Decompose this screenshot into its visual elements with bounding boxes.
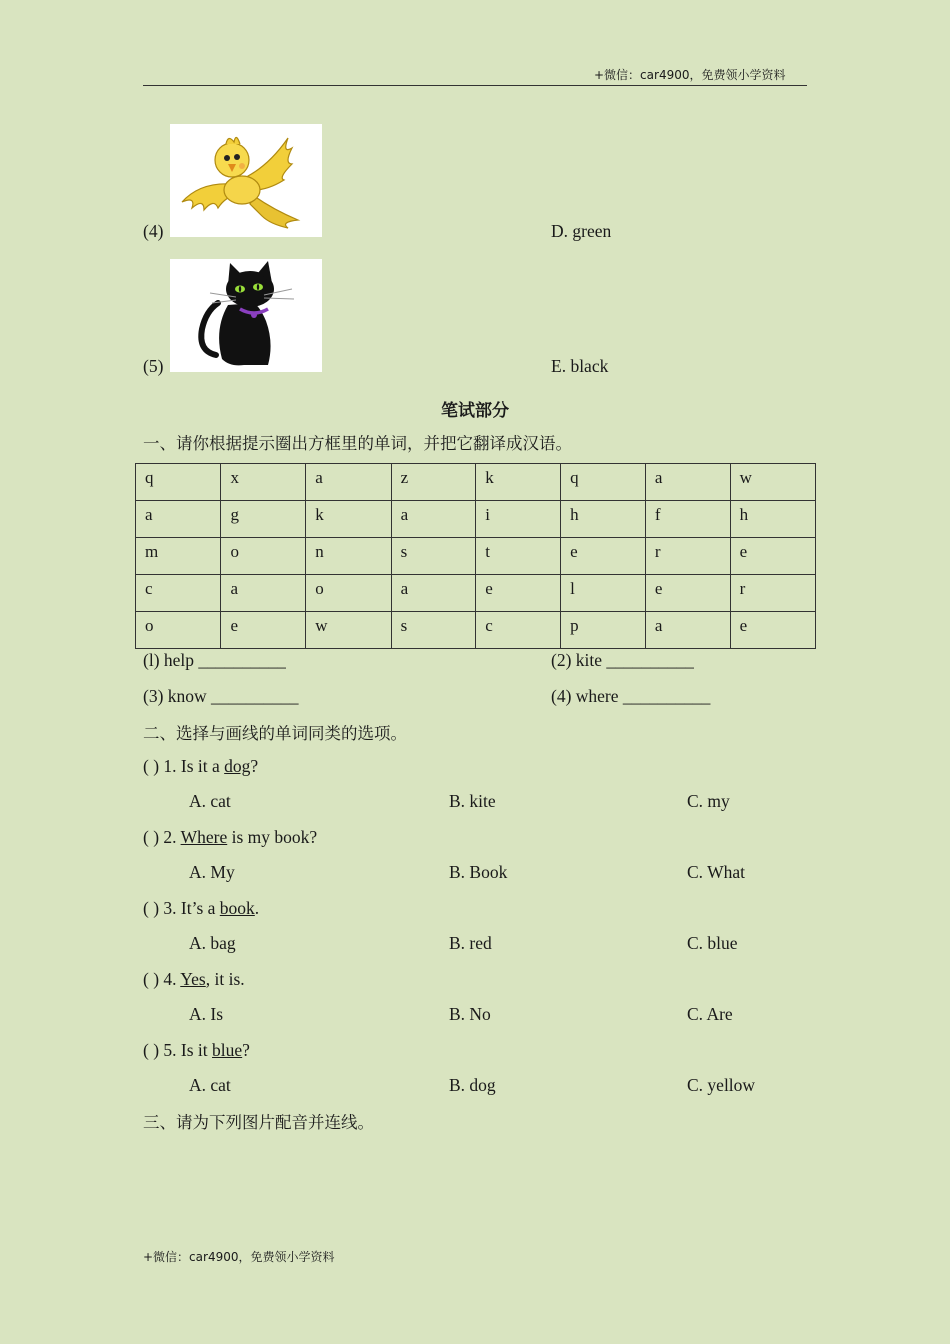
question-3-underlined: book: [219, 898, 255, 918]
question-4-option-c[interactable]: C. Are: [687, 1004, 733, 1024]
question-3: [143, 897, 259, 919]
grid-cell[interactable]: p: [561, 612, 646, 649]
question-5: [143, 1039, 250, 1061]
grid-cell[interactable]: k: [476, 464, 561, 501]
question-2-tail: is my book?: [227, 827, 318, 847]
grid-cell[interactable]: k: [306, 501, 391, 538]
question-4-tail: , it is.: [205, 969, 245, 989]
grid-cell[interactable]: l: [561, 575, 646, 612]
grid-cell[interactable]: c: [476, 612, 561, 649]
grid-cell[interactable]: c: [136, 575, 221, 612]
question-1-underlined: dog: [224, 756, 251, 776]
grid-cell[interactable]: t: [476, 538, 561, 575]
question-4-option-b[interactable]: B. No: [449, 1004, 491, 1024]
grid-cell[interactable]: x: [221, 464, 306, 501]
question-1-tail: ?: [250, 756, 259, 776]
grid-cell[interactable]: o: [306, 575, 391, 612]
question-1-option-b[interactable]: B. kite: [449, 791, 496, 811]
word-prompt-3: (3) know __________: [143, 686, 299, 706]
grid-row: [136, 464, 816, 501]
grid-cell[interactable]: e: [561, 538, 646, 575]
grid-cell[interactable]: s: [391, 538, 476, 575]
question-4-option-a[interactable]: A. Is: [189, 1004, 224, 1024]
grid-cell[interactable]: s: [391, 612, 476, 649]
grid-cell[interactable]: r: [645, 538, 730, 575]
grid-cell[interactable]: h: [561, 501, 646, 538]
question-1-option-c[interactable]: C. my: [687, 791, 730, 811]
grid-cell[interactable]: q: [561, 464, 646, 501]
word-prompt-1: (l) help __________: [143, 650, 286, 670]
item-4-number: (4): [143, 221, 164, 241]
question-4-underlined: Yes: [180, 969, 206, 989]
item-5-option: E. black: [551, 356, 609, 376]
grid-row: [136, 575, 816, 612]
question-2-underlined: Where: [180, 827, 228, 847]
question-2-option-c[interactable]: C. What: [687, 862, 746, 882]
grid-cell[interactable]: a: [391, 575, 476, 612]
question-5-tail: ?: [242, 1040, 250, 1060]
grid-cell[interactable]: a: [221, 575, 306, 612]
yellow-bird-picture: [170, 124, 322, 237]
grid-cell[interactable]: e: [645, 575, 730, 612]
black-cat-picture: [170, 259, 322, 372]
question-2-option-a[interactable]: A. My: [189, 862, 235, 882]
grid-cell[interactable]: e: [476, 575, 561, 612]
section3-instruction: 三、请为下列图片配音并连线。: [143, 1113, 374, 1132]
grid-row: [136, 612, 816, 649]
question-2: [143, 826, 317, 848]
grid-cell[interactable]: o: [136, 612, 221, 649]
question-3-option-b[interactable]: B. red: [449, 933, 492, 953]
grid-cell[interactable]: e: [221, 612, 306, 649]
grid-row: [136, 501, 816, 538]
grid-cell[interactable]: w: [730, 464, 815, 501]
grid-cell[interactable]: a: [136, 501, 221, 538]
grid-cell[interactable]: a: [391, 501, 476, 538]
header-divider: [143, 85, 807, 86]
footer-text: +微信：car4900，免费领小学资料: [143, 1250, 335, 1264]
grid-cell[interactable]: n: [306, 538, 391, 575]
question-4-text: ( ) 4.: [143, 969, 181, 989]
section2-instruction: 二、选择与画线的单词同类的选项。: [143, 724, 407, 743]
grid-cell[interactable]: f: [645, 501, 730, 538]
grid-cell[interactable]: m: [136, 538, 221, 575]
section1-instruction: 一、请你根据提示圈出方框里的单词，并把它翻译成汉语。: [143, 434, 572, 453]
question-3-tail: .: [254, 898, 260, 918]
question-5-option-c[interactable]: C. yellow: [687, 1075, 756, 1095]
question-5-underlined: blue: [212, 1040, 243, 1060]
word-prompt-2: (2) kite __________: [551, 650, 694, 670]
question-1-text: ( ) 1. Is it a: [143, 756, 225, 776]
grid-cell[interactable]: e: [730, 538, 815, 575]
question-4: [143, 968, 245, 990]
grid-cell[interactable]: a: [645, 464, 730, 501]
question-3-option-c[interactable]: C. blue: [687, 933, 738, 953]
word-prompt-4: (4) where __________: [551, 686, 711, 706]
grid-row: [136, 538, 816, 575]
question-3-option-a[interactable]: A. bag: [189, 933, 236, 953]
grid-cell[interactable]: a: [645, 612, 730, 649]
grid-cell[interactable]: q: [136, 464, 221, 501]
letter-grid: [135, 463, 816, 649]
grid-cell[interactable]: g: [221, 501, 306, 538]
written-section-title: 笔试部分: [441, 401, 509, 421]
header-text: +微信：car4900，免费领小学资料: [594, 68, 786, 82]
question-2-option-b[interactable]: B. Book: [449, 862, 508, 882]
question-3-text: ( ) 3. It’s a: [143, 898, 220, 918]
grid-cell[interactable]: i: [476, 501, 561, 538]
grid-cell[interactable]: w: [306, 612, 391, 649]
question-1-option-a[interactable]: A. cat: [189, 791, 231, 811]
grid-cell[interactable]: a: [306, 464, 391, 501]
grid-cell[interactable]: z: [391, 464, 476, 501]
grid-cell[interactable]: e: [730, 612, 815, 649]
question-5-text: ( ) 5. Is it: [143, 1040, 213, 1060]
grid-cell[interactable]: r: [730, 575, 815, 612]
question-2-text: ( ) 2.: [143, 827, 181, 847]
question-5-option-b[interactable]: B. dog: [449, 1075, 496, 1095]
question-5-option-a[interactable]: A. cat: [189, 1075, 231, 1095]
item-4-option: D. green: [551, 221, 612, 241]
item-5-number: (5): [143, 356, 164, 376]
question-1: [143, 755, 258, 777]
grid-cell[interactable]: o: [221, 538, 306, 575]
grid-cell[interactable]: h: [730, 501, 815, 538]
